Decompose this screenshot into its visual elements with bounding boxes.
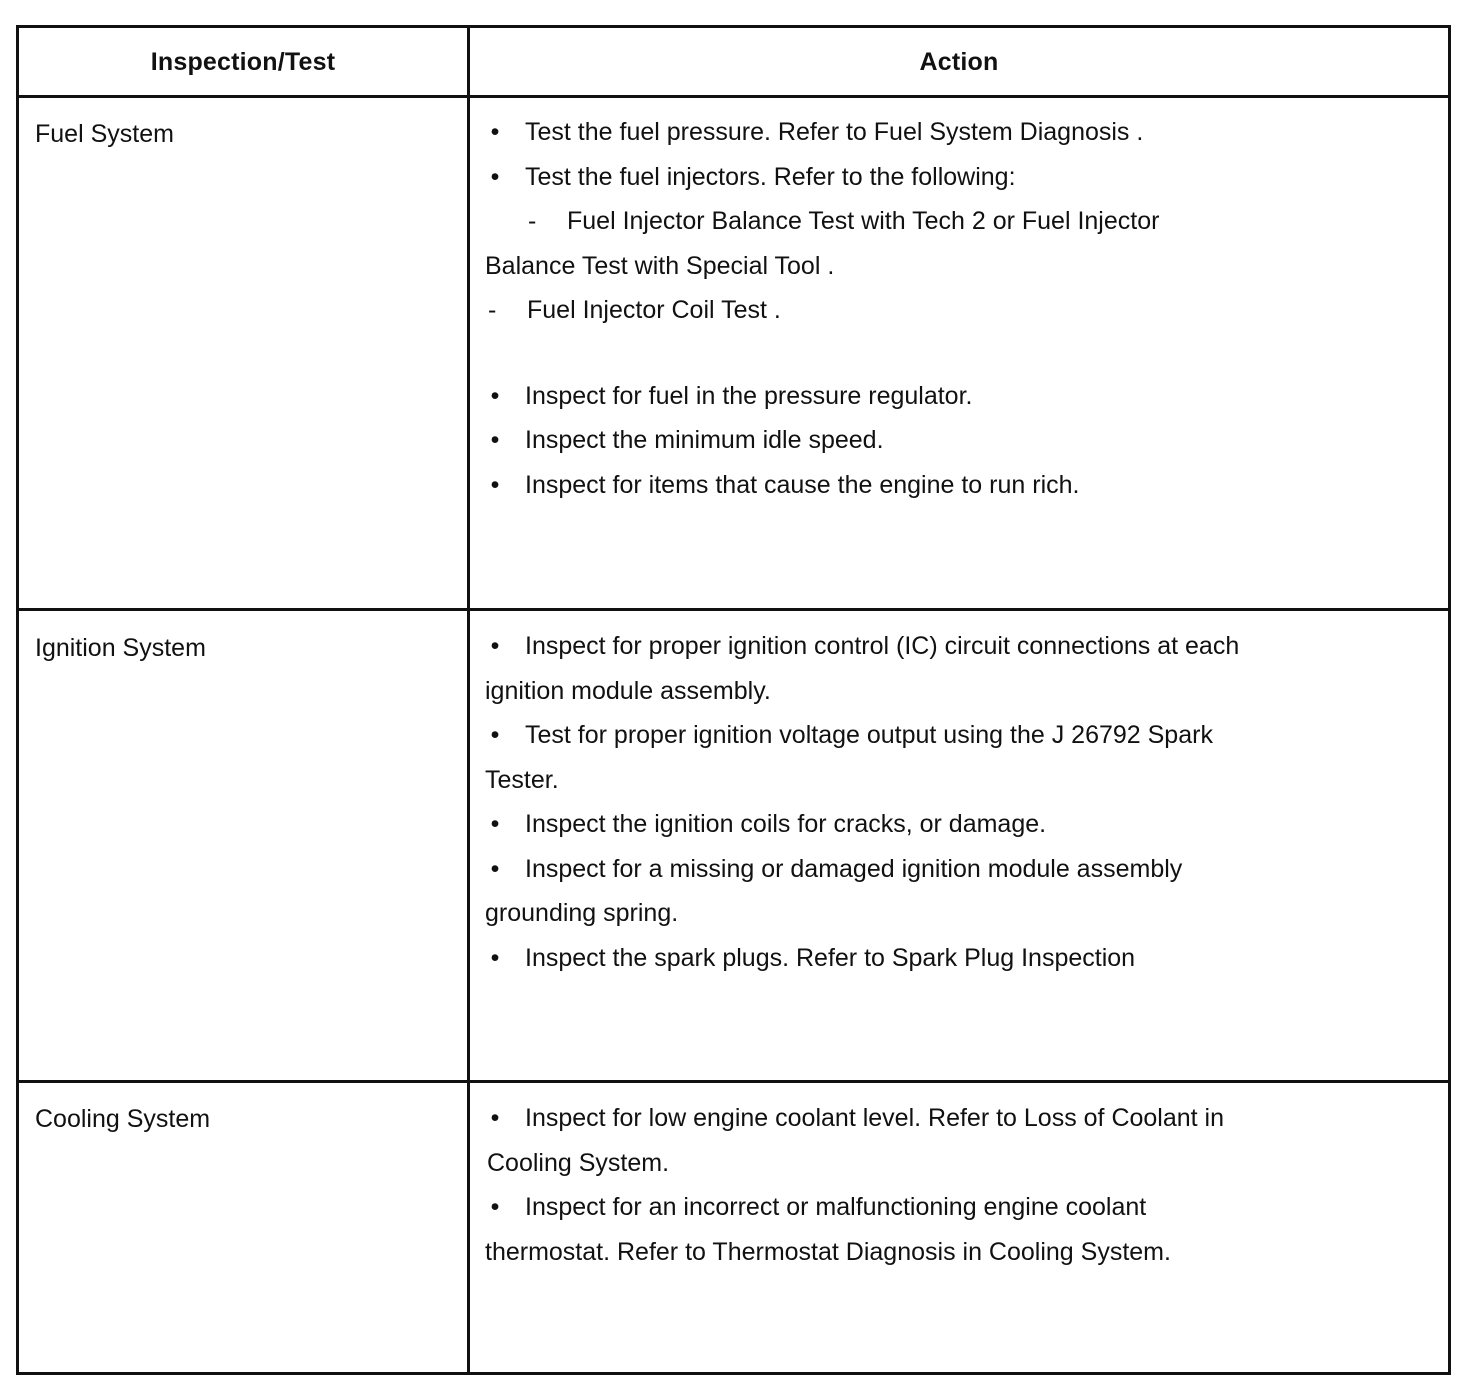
list-item-text: Inspect the spark plugs. Refer to Spark Plug Inspection xyxy=(525,943,1136,972)
continuation-text: Balance Test with Special Tool . xyxy=(485,251,835,280)
row-label-ignition-system: Ignition System xyxy=(35,634,206,662)
list-item-text: Inspect for fuel in the pressure regulator. xyxy=(525,381,973,410)
dash-marker: - xyxy=(528,207,537,235)
action-cell-ignition-system xyxy=(485,624,1438,980)
list-item-text: Inspect the ignition coils for cracks, or damage. xyxy=(525,810,1047,838)
row-divider-fuel-ignition xyxy=(19,608,1448,611)
diagnosis-table xyxy=(16,25,1451,1375)
bullet-marker: • xyxy=(490,470,500,499)
list-item-continuation xyxy=(485,758,1438,803)
continuation-text: Cooling System. xyxy=(487,1148,670,1177)
bullet-marker: • xyxy=(490,1193,500,1221)
spacer xyxy=(485,333,1438,374)
sub-list-item xyxy=(485,199,1438,244)
header-inspection-test: Inspection/Test xyxy=(150,47,336,76)
list-item-text: Inspect for items that cause the engine to run rich. xyxy=(525,470,1080,499)
bullet-marker: • xyxy=(490,162,500,191)
list-item xyxy=(485,624,1438,669)
list-item-text: Test the fuel injectors. Refer to the following: xyxy=(525,162,1016,191)
bullet-marker: • xyxy=(490,632,500,660)
list-item xyxy=(485,1096,1438,1141)
list-item xyxy=(485,802,1438,847)
list-item-text: Inspect for a missing or damaged ignition module assembly xyxy=(525,854,1183,883)
bullet-marker: • xyxy=(490,381,500,410)
bullet-marker: • xyxy=(490,1104,500,1132)
list-item xyxy=(485,1185,1438,1230)
continuation-text: ignition module assembly. xyxy=(485,676,771,705)
list-item xyxy=(485,374,1438,419)
row-label-fuel-system: Fuel System xyxy=(35,120,174,148)
header-action: Action xyxy=(919,47,999,76)
continuation-text: thermostat. Refer to Thermostat Diagnosis in Cooling System. xyxy=(485,1237,1171,1266)
bullet-marker: • xyxy=(490,721,500,749)
bullet-marker: • xyxy=(490,426,500,454)
list-item xyxy=(485,155,1438,200)
continuation-text: grounding spring. xyxy=(485,899,679,927)
sub-list-item-text: Fuel Injector Balance Test with Tech 2 or Fuel Injector xyxy=(567,207,1160,235)
continuation-text: Tester. xyxy=(485,765,559,794)
action-cell-cooling-system xyxy=(485,1096,1438,1274)
action-cell-fuel-system xyxy=(485,110,1438,507)
bullet-marker: • xyxy=(490,943,500,972)
list-item xyxy=(485,847,1438,892)
bullet-marker: • xyxy=(490,118,500,146)
bullet-marker: • xyxy=(490,854,500,883)
list-item-continuation xyxy=(485,891,1438,936)
list-item xyxy=(485,110,1438,155)
list-item-continuation xyxy=(485,1230,1438,1275)
row-divider-ignition-cooling xyxy=(19,1080,1448,1083)
list-item-text: Inspect for proper ignition control (IC) circuit connections at each xyxy=(525,632,1240,660)
list-item xyxy=(485,463,1438,508)
list-item-text: Inspect the minimum idle speed. xyxy=(525,426,884,454)
list-item-text: Test the fuel pressure. Refer to Fuel System Diagnosis . xyxy=(525,118,1144,146)
column-divider xyxy=(467,28,470,1372)
list-item-text: Test for proper ignition voltage output using the J 26792 Spark xyxy=(525,721,1213,749)
list-item-text: Inspect for low engine coolant level. Refer to Loss of Coolant in xyxy=(525,1104,1225,1132)
list-item-continuation xyxy=(485,1141,1438,1186)
list-item-continuation xyxy=(485,244,1438,289)
list-item xyxy=(485,936,1438,981)
sub-list-item xyxy=(485,288,1438,333)
list-item xyxy=(485,418,1438,463)
dash-marker: - xyxy=(488,296,497,324)
row-label-cooling-system: Cooling System xyxy=(35,1105,211,1133)
bullet-marker: • xyxy=(490,810,500,838)
list-item-continuation xyxy=(485,669,1438,714)
list-item-text: Inspect for an incorrect or malfunctioning engine coolant xyxy=(525,1193,1147,1221)
list-item xyxy=(485,713,1438,758)
sub-list-item-text: Fuel Injector Coil Test . xyxy=(527,296,781,324)
